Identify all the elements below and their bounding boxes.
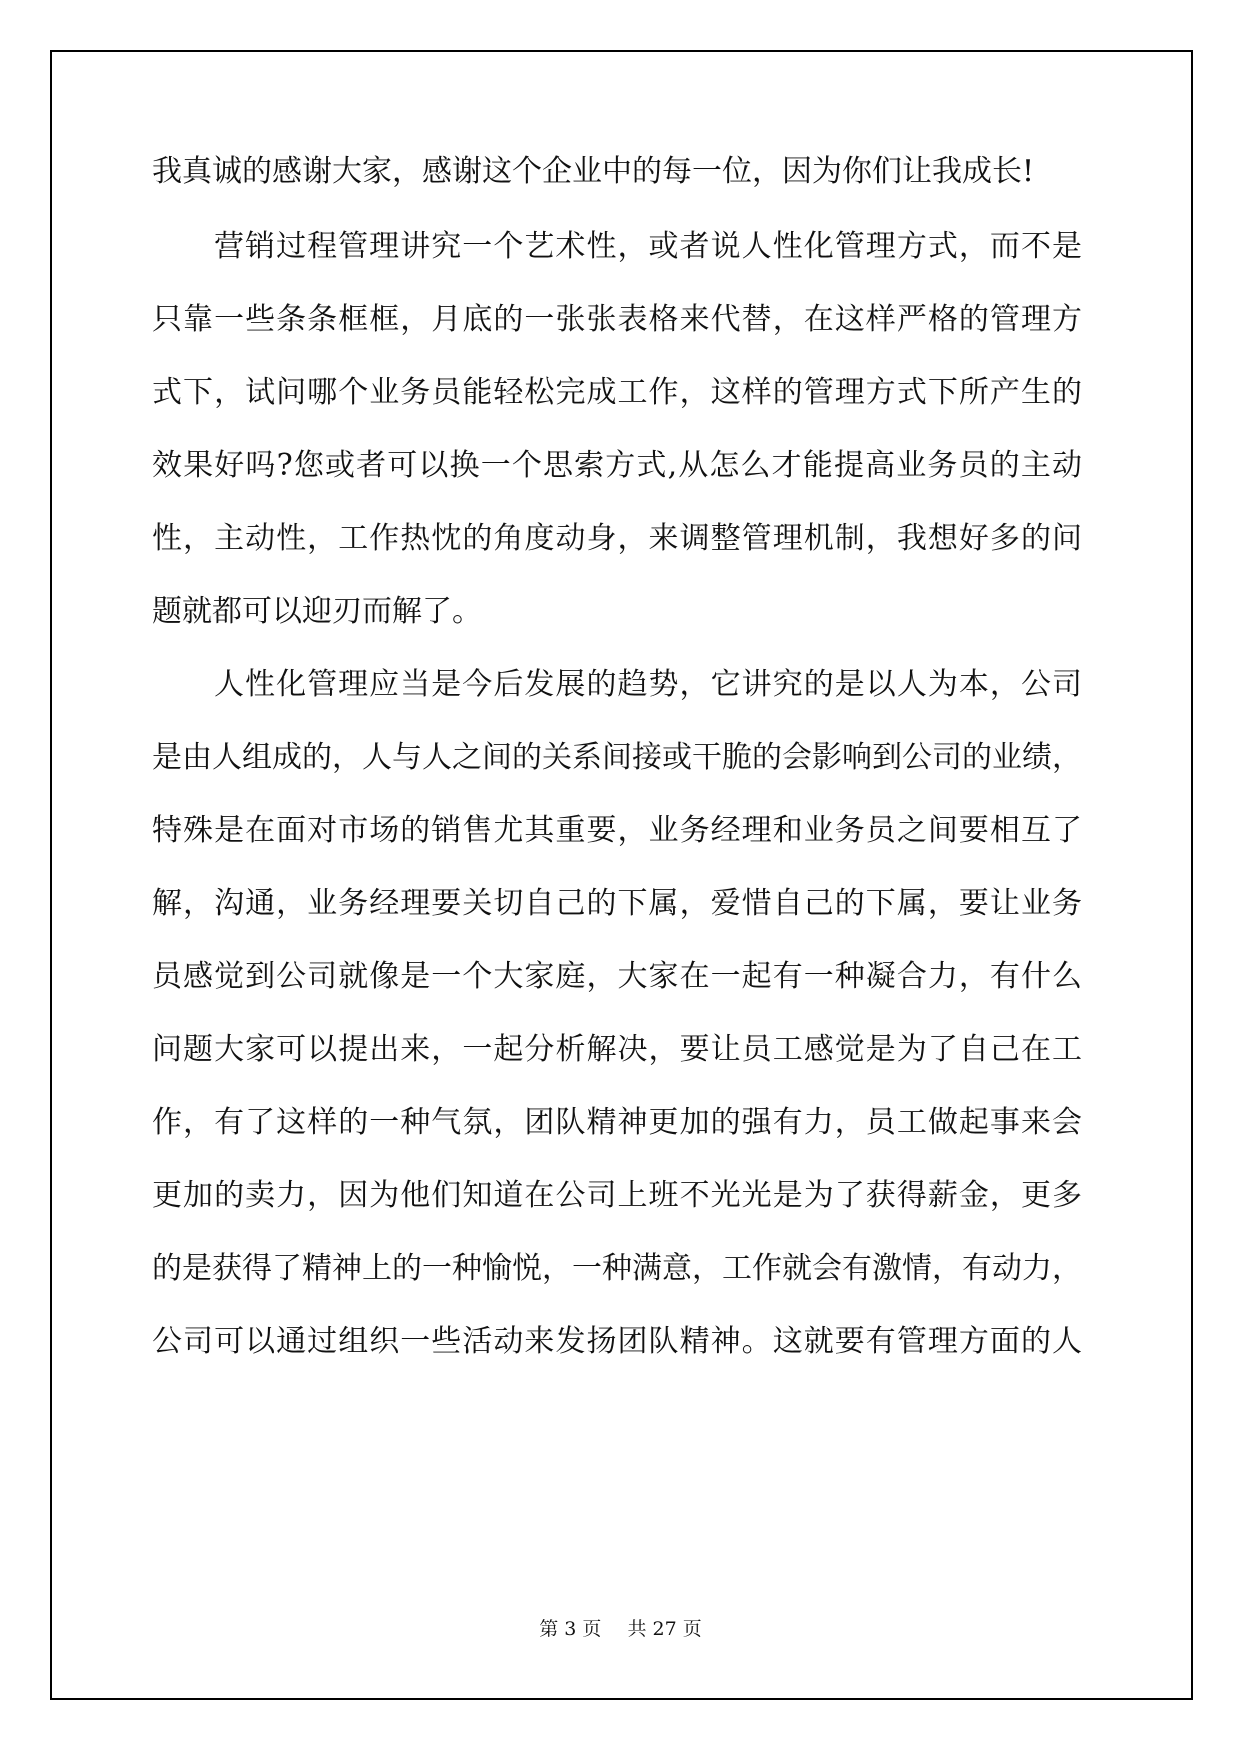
paragraph-first-line: 营销过程管理讲究一个艺术性，或者说人性化管理方式，而不是 [214,229,1082,264]
text-line: 公司可以通过组织一些活动来发扬团队精神。这就要有管理方面的人 [152,1324,1082,1359]
text-line: 问题大家可以提出来，一起分析解决，要让员工感觉是为了自己在工 [152,1032,1082,1067]
text-line: 性，主动性，工作热忱的角度动身，来调整管理机制，我想好多的问 [152,521,1082,556]
text-line: 特殊是在面对市场的销售尤其重要，业务经理和业务员之间要相互了 [152,813,1082,848]
text-line: 更加的卖力，因为他们知道在公司上班不光光是为了获得薪金，更多 [152,1178,1082,1213]
text-line: 员感觉到公司就像是一个大家庭，大家在一起有一种凝合力，有什么 [152,959,1082,994]
text-line: 题就都可以迎刃而解了。 [152,594,482,629]
text-line: 解，沟通，业务经理要关切自己的下属，爱惜自己的下属，要让业务 [152,886,1082,921]
page-border [50,50,1193,1700]
text-line: 我真诚的感谢大家，感谢这个企业中的每一位，因为你们让我成长! [152,154,1035,189]
text-line: 式下，试问哪个业务员能轻松完成工作，这样的管理方式下所产生的 [152,375,1082,410]
text-line: 只靠一些条条框框，月底的一张张表格来代替，在这样严格的管理方 [152,302,1082,337]
text-line: 效果好吗?您或者可以换一个思索方式,从怎么才能提高业务员的主动 [152,448,1082,483]
page-footer [0,1614,1241,1641]
paragraph-first-line: 人性化管理应当是今后发展的趋势，它讲究的是以人为本，公司 [214,667,1082,702]
page-total: 共 27 页 [627,1618,702,1640]
text-line: 是由人组成的，人与人之间的关系间接或干脆的会影响到公司的业绩， [152,740,1082,775]
text-line: 的是获得了精神上的一种愉悦，一种满意，工作就会有激情，有动力， [152,1251,1082,1286]
page-number: 第 3 页 [539,1618,602,1640]
text-line: 作，有了这样的一种气氛，团队精神更加的强有力，员工做起事来会 [152,1105,1082,1140]
